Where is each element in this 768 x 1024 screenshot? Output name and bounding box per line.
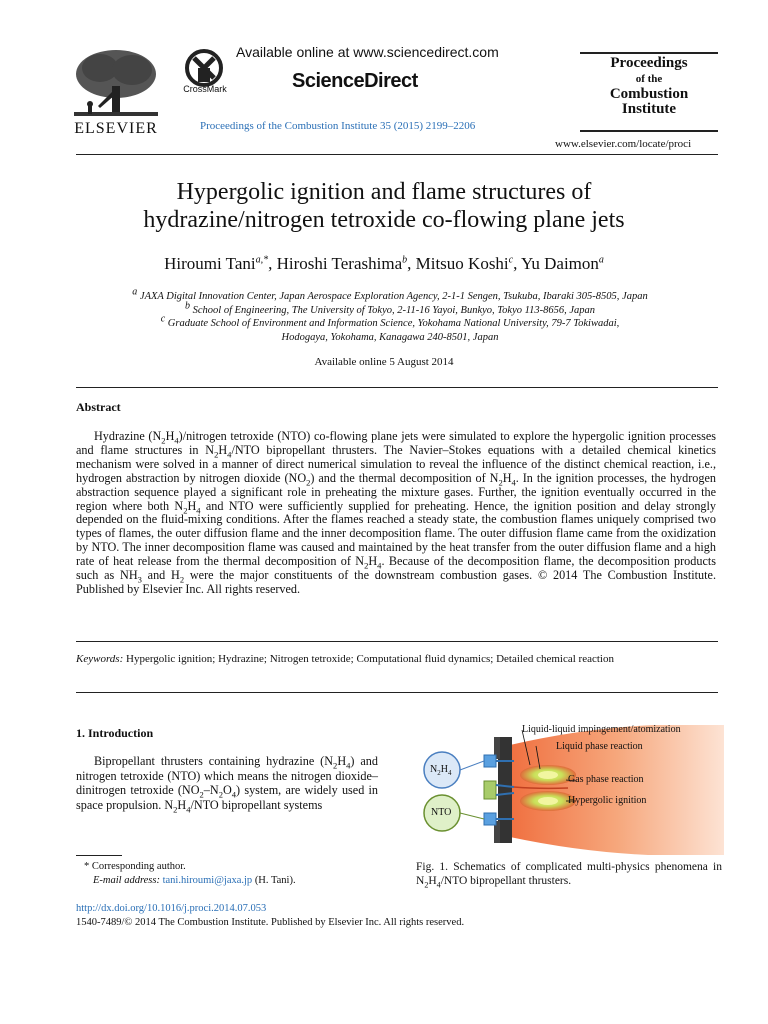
label-gas-phase: Gas phase reaction [568, 774, 644, 785]
title-line: hydrazine/nitrogen tetroxide co-flowing plane jets [143, 207, 625, 233]
article-title [40, 178, 728, 234]
keywords-label: Keywords: [76, 653, 124, 665]
affiliation-line: a JAXA Digital Innovation Center, Japan Aerospace Exploration Agency, 2-1-1 Sengen, Tsukuba, Ibaraki 305-8505, Japan [132, 286, 648, 302]
journal-box-line: Institute [621, 101, 677, 117]
elsevier-tree-logo [70, 46, 162, 124]
abstract-heading: Abstract [76, 400, 121, 414]
author-name: Mitsuo Koshi [415, 254, 509, 273]
affiliations [70, 286, 710, 344]
title-line: Hypergolic ignition and flame structures of [176, 179, 592, 205]
figure-1-caption: Fig. 1. Schematics of complicated multi-physics phenomena in $N_2H_4$/NTO bipropellant thrusters. [416, 861, 723, 890]
author-name: Hiroumi Tani [164, 254, 256, 273]
journal-box-line: Proceedings [610, 55, 688, 71]
abstract-rule-bottom [76, 692, 718, 693]
doi-link[interactable]: http://dx.doi.org/10.1016/j.proci.2014.07.053 [76, 903, 267, 914]
abstract-text: Hydrazine $(N_2H_4)$/nitrogen tetroxide (NTO) co-flowing plane jets were simulated to explore the hypergolic ignition processes and flame structures in $N_2H_4$/NTO bipropellant thrusters. The Navier–Stokes equations with a detailed chemical kinetics mechanism were solved in a manner of direct numerical simulation to reveal the influence of the distinct chemical reaction, i.e., hydrogen abstraction by nitrogen dioxide $(NO_2)$ and the thermal decomposition of $N_2H_4$. In the ignition processes, the hydrogen abstraction sequence played a significant role in preheating the mixture gases. Further, the ignition eventually occurred in the region where both $N_2H_4$ and NTO were sufficiently supplied for preheating. Hence, the ignition position and delay strongly depended on the fluid-mixing conditions. After the flames reached a steady state, the combustion flames uniquely comprised two types of flames, the outer diffusion flame and the inner decomposition flame. The outer diffusion flame came from the oxidization by NTO. The inner decomposition flame was caused and maintained by the heat transfer from the outer diffusion flame and a high rate of heat release from the thermal decomposition of $N_2H_4$. Because of the decomposition flame, the decomposition products such as $NH_3$ and $H_2$ were the major constituents of the downstream combustion gases. © 2014 The Combustion Institute. Published by Elsevier Inc. All rights reserved. [76, 429, 716, 596]
author-list: Hiroumi Tani$^{a,*}$, Hiroshi Terashima$^b$, Mitsuo Koshi$^c$, Yu Daimon$^a$ [164, 254, 604, 273]
footnote-rule [76, 855, 122, 856]
introduction-heading: 1. Introduction [76, 726, 154, 740]
header-rule [76, 154, 718, 155]
crossmark-label: CrossMark [183, 84, 227, 94]
abstract-copyright: © 2014 The Combustion Institute. Published by Elsevier Inc. All rights reserved. [76, 568, 716, 596]
author-affil-mark: c [508, 254, 514, 266]
introduction-text: Bipropellant thrusters containing hydrazine $(N_2H_4)$ and nitrogen tetroxide (NTO) which means the nitrogen dioxide–dinitrogen tetroxide $(NO_2-N_2O_4)$ system, are widely used in space propulsion. $N_2H_4$/NTO bipropellant systems [76, 754, 379, 815]
author-affil-mark: b [402, 254, 408, 266]
keywords [76, 652, 716, 666]
email-line: E-mail address: tani.hiroumi@jaxa.jp (H. Tani). [93, 875, 296, 886]
affiliation-line: b School of Engineering, The University of Tokyo, 2-11-16 Yayoi, Bunkyo, Tokyo 113-8656, Japan [185, 300, 595, 316]
label-fuel: $N_2H_4$ [430, 764, 452, 777]
label-hypergolic: Hypergolic ignition [568, 795, 647, 806]
label-oxidizer: NTO [431, 807, 452, 818]
journal-title-box [585, 56, 713, 117]
author-affil-mark: a [598, 254, 604, 266]
journal-url[interactable]: www.elsevier.com/locate/proci [555, 138, 692, 150]
author-affil-mark: a,* [255, 254, 269, 266]
injector-plate [498, 737, 512, 843]
author-name: Yu Daimon [520, 254, 599, 273]
journal-box-line: Combustion [609, 86, 689, 102]
journal-box-line: of the [635, 73, 663, 85]
publisher-name: ELSEVIER [74, 120, 158, 137]
sciencedirect-logo[interactable]: ScienceDirect [292, 70, 418, 92]
available-online-date: Available online 5 August 2014 [314, 356, 454, 368]
keywords-rule [76, 641, 718, 642]
header-box-rule-bottom [580, 130, 718, 132]
affiliation-line: c Graduate School of Environment and Information Science, Yokohama National University, 79-7 Tokiwadai, [160, 313, 620, 329]
keywords-text: Hypergolic ignition; Hydrazine; Nitrogen tetroxide; Computational fluid dynamics; Detailed chemical reaction [126, 653, 614, 665]
footnote [76, 860, 386, 888]
available-online-text: Available online at www.sciencedirect.com [236, 44, 499, 60]
header-box-rule-top [580, 52, 718, 54]
label-liquid-phase: Liquid phase reaction [556, 741, 643, 752]
email-link[interactable]: tani.hiroumi@jaxa.jp [162, 875, 253, 886]
issn-copyright: 1540-7489/© 2014 The Combustion Institute. Published by Elsevier Inc. All rights reserved. [76, 917, 465, 928]
abstract-rule-top [76, 387, 718, 388]
journal-reference[interactable]: Proceedings of the Combustion Institute 35 (2015) 2199–2206 [200, 120, 476, 132]
crossmark-icon[interactable] [178, 48, 230, 88]
label-impingement: Liquid-liquid impingement/atomization [522, 724, 681, 735]
affiliation-line: Hodogaya, Yokohama, Kanagawa 240-8501, Japan [281, 331, 499, 343]
author-name: Hiroshi Terashima [276, 254, 403, 273]
corresponding-author: * Corresponding author. [84, 861, 186, 872]
